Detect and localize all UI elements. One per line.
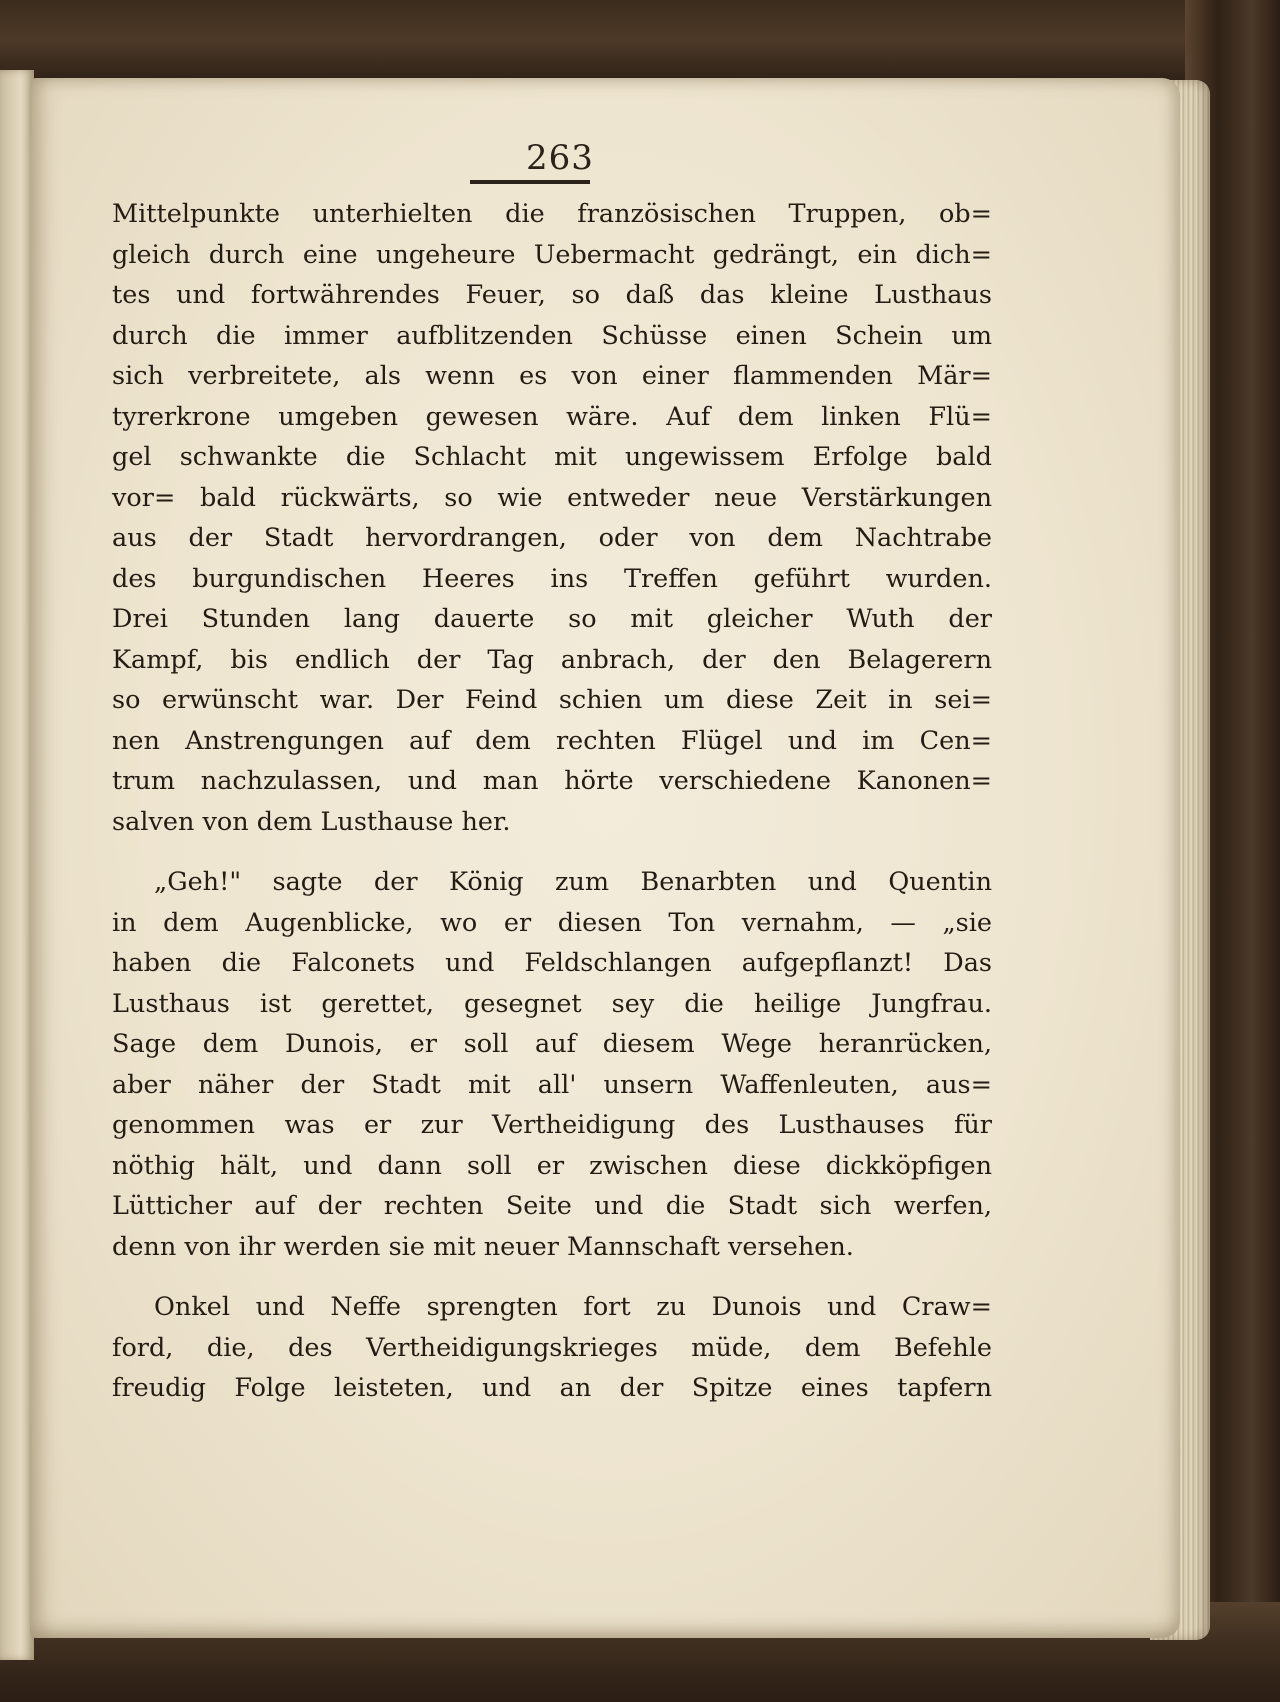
text-line: in dem Augenblicke, wo er diesen Ton vernahm, — „sie [112,907,992,938]
page-number-rule [470,180,590,184]
text-line: „Geh!" sagte der König zum Benarbten und Quentin [154,867,992,897]
paragraph-2 [112,862,992,1267]
text-line: gel schwankte die Schlacht mit ungewissem Erfolge bald [112,442,992,472]
text-line: genommen was er zur Vertheidigung des Lusthauses für [112,1110,992,1140]
text-line: durch die immer aufblitzenden Schüsse einen Schein um [112,320,992,351]
text-line: ford, die, des Vertheidigungskrieges müde, dem Befehle [112,1332,992,1363]
text-line: salven von dem Lusthause her. [112,806,511,837]
text-line: Sage dem Dunois, er soll auf diesem Wege heranrücken, [112,1029,992,1059]
text-line: sich verbreitete, als wenn es von einer flammenden Mär= [112,361,992,391]
previous-page-edge [0,70,34,1660]
page-number: 263 [526,138,594,178]
text-line: des burgundischen Heeres ins Treffen geführt wurden. [112,563,992,594]
text-line: aus der Stadt hervordrangen, oder von dem Nachtrabe [112,523,992,553]
text-line: Drei Stunden lang dauerte so mit gleicher Wuth der [112,604,992,634]
book-cover-top-edge [0,0,1280,80]
text-line: haben die Falconets und Feldschlangen aufgepflanzt! Das [112,948,992,978]
text-line: nöthig hält, und dann soll er zwischen diese dickköpfigen [112,1150,992,1181]
paragraph-3 [112,1287,992,1409]
page-text [112,194,992,1409]
paragraph-1 [112,194,992,842]
text-line: freudig Folge leisteten, und an der Spitze eines tapfern [112,1373,992,1403]
text-line: aber näher der Stadt mit all' unsern Waffenleuten, aus= [112,1069,992,1100]
text-line: gleich durch eine ungeheure Uebermacht gedrängt, ein dich= [112,239,992,270]
text-line: Lusthaus ist gerettet, gesegnet sey die heilige Jungfrau. [112,988,992,1019]
text-line: nen Anstrengungen auf dem rechten Flügel und im Cen= [112,725,992,756]
text-line: Kampf, bis endlich der Tag anbrach, der den Belagerern [112,644,992,675]
paragraph-spacer [112,842,992,862]
text-line: tes und fortwährendes Feuer, so daß das kleine Lusthaus [112,280,992,310]
text-line: denn von ihr werden sie mit neuer Mannschaft versehen. [112,1231,854,1262]
paragraph-spacer [112,1267,992,1287]
text-line: vor= bald rückwärts, so wie entweder neue Verstärkungen [112,482,992,513]
text-line: Onkel und Neffe sprengten fort zu Dunois und Craw= [154,1292,992,1322]
book-page [30,78,1180,1638]
text-line: so erwünscht war. Der Feind schien um diese Zeit in sei= [112,685,992,715]
text-line: trum nachzulassen, und man hörte verschiedene Kanonen= [112,766,992,796]
text-line: Mittelpunkte unterhielten die französischen Truppen, ob= [112,199,992,229]
text-line: Lütticher auf der rechten Seite und die Stadt sich werfen, [112,1191,992,1221]
text-line: tyrerkrone umgeben gewesen wäre. Auf dem linken Flü= [112,401,992,432]
